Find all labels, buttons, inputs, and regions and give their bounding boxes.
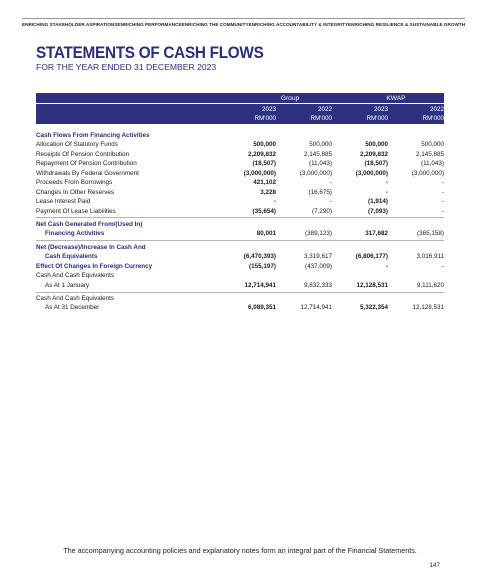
column-header-kwap-2023 <box>336 105 388 123</box>
row-value: - <box>385 188 388 196</box>
row-value: 3,228 <box>260 188 276 196</box>
section-divider <box>36 292 444 293</box>
row-value: 12,714,941 <box>300 304 332 312</box>
row-label: Net (Decrease)/Increase In Cash And <box>36 243 146 251</box>
row-value: - <box>385 179 388 187</box>
row-value: (1,914) <box>368 198 388 206</box>
row-value: 6,089,351 <box>247 304 276 312</box>
page-title: STATEMENTS OF CASH FLOWS <box>36 43 264 62</box>
row-value: - <box>441 198 444 206</box>
table-row <box>36 169 444 178</box>
row-value: 2,145,885 <box>415 150 444 158</box>
row-value: 2,145,885 <box>303 150 332 158</box>
column-unit: RM'000 <box>366 115 388 122</box>
row-label: Withdrawals By Federal Government <box>36 169 139 177</box>
row-value: (3,000,000) <box>355 169 388 177</box>
column-year: 2023 <box>261 106 276 113</box>
row-label: Cash And Cash Equivalents <box>36 295 115 302</box>
row-label: Cash And Cash Equivalents <box>36 272 115 280</box>
row-value: - <box>385 262 388 270</box>
column-year: 2023 <box>373 106 388 113</box>
row-value: (18,507) <box>364 160 388 168</box>
column-header-group-2022 <box>280 105 332 123</box>
table-row <box>36 303 444 312</box>
row-value: (365,158) <box>417 230 444 238</box>
row-label: Net Cash Generated From/(Used In) <box>36 220 143 228</box>
row-value: 9,111,620 <box>416 281 444 289</box>
row-label: Allocation Of Statutory Funds <box>36 141 118 149</box>
row-value: 3,016,911 <box>416 253 444 261</box>
column-header-group-2023 <box>224 105 276 123</box>
table-row <box>36 131 444 140</box>
row-value: (6,806,177) <box>355 253 388 261</box>
table-row <box>36 294 444 303</box>
row-label: Receipts Of Pension Contribution <box>36 150 130 158</box>
section-divider <box>36 217 444 218</box>
row-label: Repayment Of Pension Contribution <box>36 160 137 168</box>
row-label: Payment Of Lease Liabilities <box>36 207 116 215</box>
column-year: 2022 <box>317 106 332 113</box>
table-row <box>36 252 444 261</box>
column-header-kwap-2022 <box>392 105 444 123</box>
table-row <box>36 188 444 197</box>
row-value: 2,209,832 <box>247 150 276 158</box>
row-label: Proceeds From Borrowings <box>36 179 113 187</box>
page-subtitle: FOR THE YEAR ENDED 31 DECEMBER 2023 <box>36 62 217 72</box>
group-column-label: Group <box>238 95 342 104</box>
row-value: (11,043) <box>309 160 332 168</box>
table-row <box>36 243 444 252</box>
table-row <box>36 220 444 229</box>
row-value: (389,123) <box>305 230 332 238</box>
row-value: - <box>441 188 444 196</box>
table-row <box>36 159 444 168</box>
row-value: (7,290) <box>312 207 332 215</box>
row-value: - <box>329 179 332 187</box>
page-number: 147 <box>429 562 440 569</box>
row-label: Changes In Other Reserves <box>36 188 115 196</box>
row-label: As At 31 December <box>45 304 100 312</box>
table-row <box>36 281 444 290</box>
row-value: (11,043) <box>421 160 444 168</box>
table-row <box>36 229 444 238</box>
column-year: 2022 <box>429 106 444 113</box>
row-value: 3,319,617 <box>303 253 332 261</box>
row-value: 317,682 <box>365 230 388 238</box>
row-value: - <box>441 207 444 215</box>
nav-item: ENRICHING PERFORMANCE <box>117 18 181 27</box>
row-label: Lease Interest Paid <box>36 198 91 206</box>
table-row <box>36 262 444 271</box>
row-value: 12,128,531 <box>412 304 444 312</box>
nav-item: ENRICHING THE COMMUNITY <box>182 18 249 27</box>
row-value: (3,000,000) <box>299 169 332 177</box>
kwap-column-label: KWAP <box>348 95 444 104</box>
table-column-header <box>36 104 444 124</box>
table-row <box>36 207 444 216</box>
row-value: 421,102 <box>253 179 276 187</box>
row-value: 80,001 <box>256 230 276 238</box>
row-label: Financing Activities <box>45 230 105 238</box>
row-value: - <box>273 198 276 206</box>
table-row <box>36 150 444 159</box>
column-unit: RM'000 <box>254 115 276 122</box>
row-value: (437,009) <box>305 262 332 270</box>
row-value: (3,000,000) <box>411 169 444 177</box>
row-value: 500,000 <box>309 141 332 149</box>
column-unit: RM'000 <box>310 115 332 122</box>
column-unit: RM'000 <box>422 115 444 122</box>
row-value: 5,322,354 <box>359 304 388 312</box>
row-value: (6,470,393) <box>243 253 276 261</box>
table-group-header <box>36 93 444 103</box>
footnote: The accompanying accounting policies and explanatory notes form an integral part of the Financial Statements. <box>63 546 417 555</box>
row-label: Cash Equivalents <box>45 253 98 261</box>
row-value: (16,675) <box>308 188 332 196</box>
row-value: (18,507) <box>252 160 276 168</box>
row-value: (3,000,000) <box>243 169 276 177</box>
row-label: As At 1 January <box>45 281 90 289</box>
table-row <box>36 140 444 149</box>
table-row <box>36 271 444 280</box>
row-value: 12,128,531 <box>356 281 388 289</box>
row-value: 500,000 <box>253 141 276 149</box>
section-divider <box>36 240 444 241</box>
row-value: (7,093) <box>368 207 388 215</box>
row-value: - <box>441 179 444 187</box>
row-value: - <box>441 262 444 270</box>
row-value: 9,832,333 <box>303 281 332 289</box>
row-label: Cash Flows From Financing Activities <box>36 132 150 139</box>
top-navigation <box>22 18 466 27</box>
nav-item: ENRICHING RESILIENCE & SUSTAINABLE GROWTH <box>348 18 465 27</box>
row-value: 2,209,832 <box>359 150 388 158</box>
cash-flow-table <box>36 131 444 313</box>
table-row <box>36 197 444 206</box>
row-value: - <box>329 198 332 206</box>
nav-item: ENRICHING ACCOUNTABILITY & INTEGRITY <box>249 18 348 27</box>
nav-item: ENRICHING STAKEHOLDER ASPIRATIONS <box>22 18 117 27</box>
table-row <box>36 178 444 187</box>
row-value: 500,000 <box>365 141 388 149</box>
row-value: (35,654) <box>252 207 276 215</box>
row-value: (155,197) <box>249 262 276 270</box>
row-value: 12,714,941 <box>244 281 276 289</box>
row-label: Effect Of Changes In Foreign Currency <box>36 262 153 270</box>
row-value: 500,000 <box>421 141 444 149</box>
